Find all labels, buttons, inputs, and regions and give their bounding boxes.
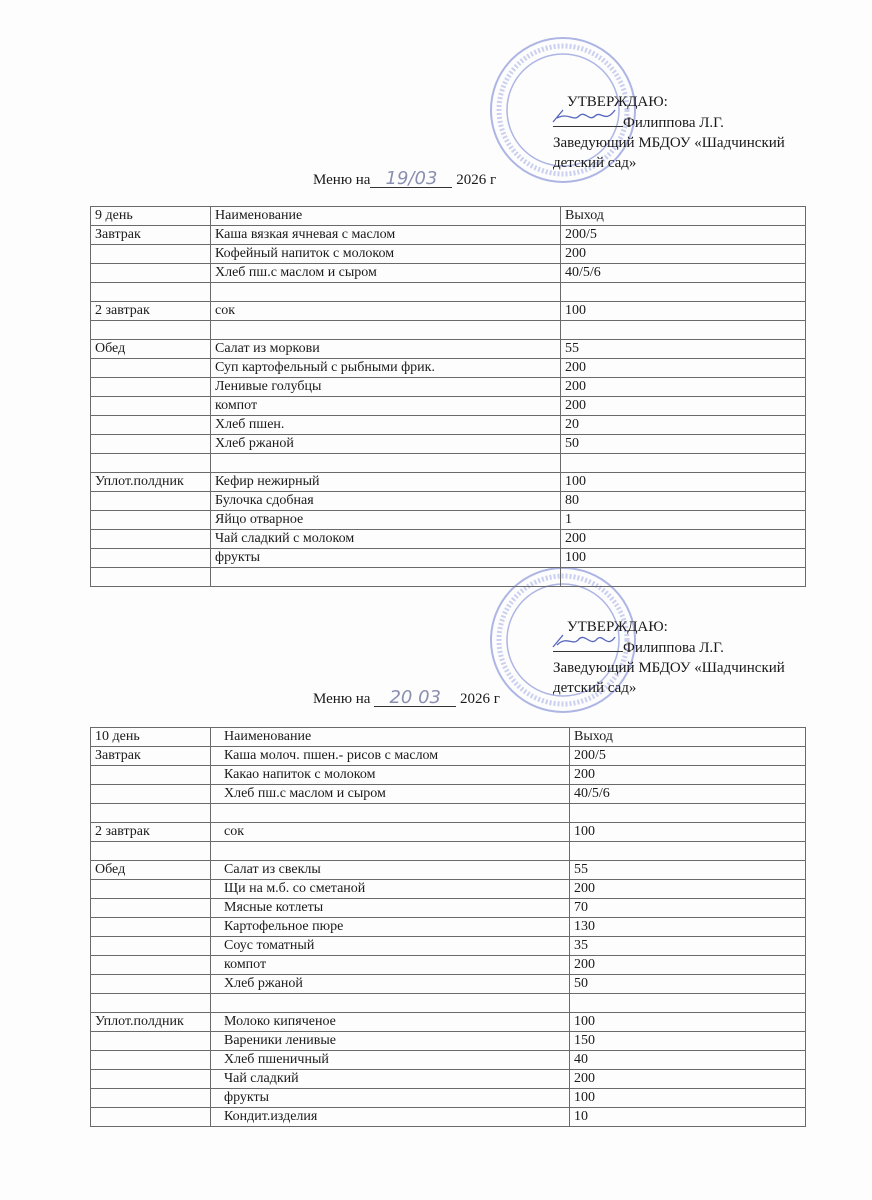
dish-name-cell [211, 568, 561, 587]
table-row [91, 359, 806, 378]
portion-cell: 200 [561, 378, 806, 397]
dish-name-cell [211, 321, 561, 340]
menu-date: 20 03 [374, 690, 456, 707]
meal-cell [91, 1108, 211, 1127]
portion-cell: 40 [570, 1051, 806, 1070]
meal-cell [91, 899, 211, 918]
dish-name-cell: Хлеб ржаной [211, 975, 570, 994]
meal-cell: 2 завтрак [91, 823, 211, 842]
portion-cell: 100 [570, 1089, 806, 1108]
meal-cell [91, 975, 211, 994]
table-row [91, 549, 806, 568]
table-row [91, 378, 806, 397]
portion-cell [570, 994, 806, 1013]
approver-name: Филиппова Л.Г. [623, 640, 724, 656]
meal-cell: Уплот.полдник [91, 1013, 211, 1032]
menu-year: 2026 г [459, 691, 500, 707]
dish-name-cell [211, 804, 570, 823]
portion-cell: 200 [561, 530, 806, 549]
dish-name-cell: компот [211, 397, 561, 416]
table-row [91, 473, 806, 492]
meal-cell [91, 378, 211, 397]
meal-cell: 9 день [91, 207, 211, 226]
dish-name-cell: Чай сладкий [211, 1070, 570, 1089]
approval-block [553, 92, 785, 173]
meal-cell [91, 1089, 211, 1108]
meal-cell [91, 264, 211, 283]
meal-cell [91, 245, 211, 264]
menu-date-line [313, 687, 500, 708]
dish-name-cell: Хлеб ржаной [211, 435, 561, 454]
meal-cell [91, 397, 211, 416]
portion-cell: 20 [561, 416, 806, 435]
meal-cell [91, 359, 211, 378]
table-row [91, 823, 806, 842]
table-row [91, 264, 806, 283]
dish-name-cell: Картофельное пюре [211, 918, 570, 937]
meal-cell [91, 549, 211, 568]
table-row [91, 766, 806, 785]
dish-name-cell: Хлеб пшеничный [211, 1051, 570, 1070]
table-row [91, 568, 806, 587]
table-header-row [91, 207, 806, 226]
meal-cell [91, 321, 211, 340]
table-row [91, 1013, 806, 1032]
signature [553, 112, 623, 127]
meal-cell: Завтрак [91, 226, 211, 245]
meal-cell [91, 785, 211, 804]
dish-name-cell: Хлеб пшен. [211, 416, 561, 435]
dish-name-cell: фрукты [211, 549, 561, 568]
portion-cell: 200 [570, 1070, 806, 1089]
dish-name-cell [211, 994, 570, 1013]
portion-cell: 200 [570, 766, 806, 785]
dish-name-cell [211, 283, 561, 302]
approval-block [553, 617, 785, 698]
table-row [91, 416, 806, 435]
menu-table-day-10 [90, 727, 806, 1127]
portion-cell [561, 568, 806, 587]
portion-cell: 150 [570, 1032, 806, 1051]
portion-cell: 200 [561, 245, 806, 264]
table-row [91, 956, 806, 975]
portion-cell: Выход [561, 207, 806, 226]
dish-name-cell: Ленивые голубцы [211, 378, 561, 397]
dish-name-cell: Наименование [211, 728, 570, 747]
dish-name-cell: сок [211, 302, 561, 321]
portion-cell: 100 [570, 1013, 806, 1032]
table-row [91, 975, 806, 994]
portion-cell: 100 [570, 823, 806, 842]
portion-cell: 100 [561, 549, 806, 568]
table-row [91, 226, 806, 245]
table-row [91, 511, 806, 530]
approval-title: УТВЕРЖДАЮ: [567, 94, 668, 110]
meal-cell: 10 день [91, 728, 211, 747]
portion-cell [561, 321, 806, 340]
portion-cell [561, 283, 806, 302]
portion-cell: 35 [570, 937, 806, 956]
meal-cell [91, 956, 211, 975]
table-row [91, 321, 806, 340]
portion-cell: 100 [561, 473, 806, 492]
approver-position-cont: детский сад» [553, 155, 637, 171]
portion-cell: 200 [561, 397, 806, 416]
portion-cell: 80 [561, 492, 806, 511]
portion-cell: 200/5 [561, 226, 806, 245]
dish-name-cell: компот [211, 956, 570, 975]
dish-name-cell: фрукты [211, 1089, 570, 1108]
meal-cell [91, 766, 211, 785]
approver-position: Заведующий МБДОУ «Шадчинский [553, 660, 785, 676]
menu-date-line [313, 168, 497, 189]
table-row [91, 994, 806, 1013]
approver-name: Филиппова Л.Г. [623, 115, 724, 131]
portion-cell: 1 [561, 511, 806, 530]
menu-label: Меню на [313, 172, 371, 188]
table-row [91, 937, 806, 956]
approval-title: УТВЕРЖДАЮ: [567, 619, 668, 635]
dish-name-cell: Кефир нежирный [211, 473, 561, 492]
dish-name-cell: Соус томатный [211, 937, 570, 956]
table-row [91, 880, 806, 899]
dish-name-cell: сок [211, 823, 570, 842]
meal-cell [91, 511, 211, 530]
dish-name-cell [211, 454, 561, 473]
table-header-row [91, 728, 806, 747]
portion-cell: 50 [561, 435, 806, 454]
portion-cell: 50 [570, 975, 806, 994]
dish-name-cell: Салат из моркови [211, 340, 561, 359]
portion-cell: 55 [570, 861, 806, 880]
meal-cell [91, 1070, 211, 1089]
portion-cell [570, 842, 806, 861]
meal-cell: Уплот.полдник [91, 473, 211, 492]
signature [553, 637, 623, 652]
dish-name-cell: Щи на м.б. со сметаной [211, 880, 570, 899]
meal-cell [91, 937, 211, 956]
portion-cell: 10 [570, 1108, 806, 1127]
meal-cell: Обед [91, 340, 211, 359]
approver-position-cont: детский сад» [553, 680, 637, 696]
table-row [91, 785, 806, 804]
meal-cell [91, 804, 211, 823]
dish-name-cell: Наименование [211, 207, 561, 226]
menu-date: 19/03 [370, 171, 452, 188]
menu-year: 2026 г [456, 172, 497, 188]
portion-cell [570, 804, 806, 823]
table-row [91, 454, 806, 473]
dish-name-cell: Булочка сдобная [211, 492, 561, 511]
dish-name-cell: Кофейный напиток с молоком [211, 245, 561, 264]
dish-name-cell: Суп картофельный с рыбными фрик. [211, 359, 561, 378]
dish-name-cell: Салат из свеклы [211, 861, 570, 880]
table-row [91, 435, 806, 454]
portion-cell: 40/5/6 [561, 264, 806, 283]
meal-cell [91, 568, 211, 587]
dish-name-cell: Хлеб пш.с маслом и сыром [211, 264, 561, 283]
portion-cell: 70 [570, 899, 806, 918]
meal-cell [91, 492, 211, 511]
portion-cell: 200/5 [570, 747, 806, 766]
dish-name-cell: Вареники ленивые [211, 1032, 570, 1051]
dish-name-cell: Хлеб пш.с маслом и сыром [211, 785, 570, 804]
table-row [91, 283, 806, 302]
table-row [91, 245, 806, 264]
dish-name-cell: Каша молоч. пшен.- рисов с маслом [211, 747, 570, 766]
portion-cell: 40/5/6 [570, 785, 806, 804]
table-row [91, 1070, 806, 1089]
meal-cell [91, 435, 211, 454]
dish-name-cell: Чай сладкий с молоком [211, 530, 561, 549]
dish-name-cell [211, 842, 570, 861]
meal-cell [91, 1051, 211, 1070]
meal-cell [91, 842, 211, 861]
meal-cell: 2 завтрак [91, 302, 211, 321]
table-row [91, 842, 806, 861]
portion-cell: 200 [570, 880, 806, 899]
portion-cell: 200 [570, 956, 806, 975]
menu-label: Меню на [313, 691, 371, 707]
meal-cell: Завтрак [91, 747, 211, 766]
dish-name-cell: Каша вязкая ячневая с маслом [211, 226, 561, 245]
table-row [91, 1108, 806, 1127]
meal-cell [91, 994, 211, 1013]
table-row [91, 747, 806, 766]
portion-cell: 55 [561, 340, 806, 359]
meal-cell [91, 454, 211, 473]
table-row [91, 1051, 806, 1070]
dish-name-cell: Мясные котлеты [211, 899, 570, 918]
portion-cell: 200 [561, 359, 806, 378]
meal-cell [91, 530, 211, 549]
meal-cell [91, 918, 211, 937]
menu-table-day-9 [90, 206, 806, 587]
table-row [91, 492, 806, 511]
dish-name-cell: Какао напиток с молоком [211, 766, 570, 785]
table-row [91, 1089, 806, 1108]
meal-cell [91, 1032, 211, 1051]
meal-cell [91, 416, 211, 435]
approver-position: Заведующий МБДОУ «Шадчинский [553, 135, 785, 151]
portion-cell: Выход [570, 728, 806, 747]
table-row [91, 804, 806, 823]
meal-cell [91, 283, 211, 302]
meal-cell: Обед [91, 861, 211, 880]
dish-name-cell: Яйцо отварное [211, 511, 561, 530]
portion-cell: 100 [561, 302, 806, 321]
table-row [91, 302, 806, 321]
meal-cell [91, 880, 211, 899]
table-row [91, 899, 806, 918]
table-row [91, 861, 806, 880]
table-row [91, 397, 806, 416]
dish-name-cell: Молоко кипяченое [211, 1013, 570, 1032]
portion-cell: 130 [570, 918, 806, 937]
table-row [91, 1032, 806, 1051]
table-row [91, 918, 806, 937]
table-row [91, 530, 806, 549]
dish-name-cell: Кондит.изделия [211, 1108, 570, 1127]
table-row [91, 340, 806, 359]
portion-cell [561, 454, 806, 473]
